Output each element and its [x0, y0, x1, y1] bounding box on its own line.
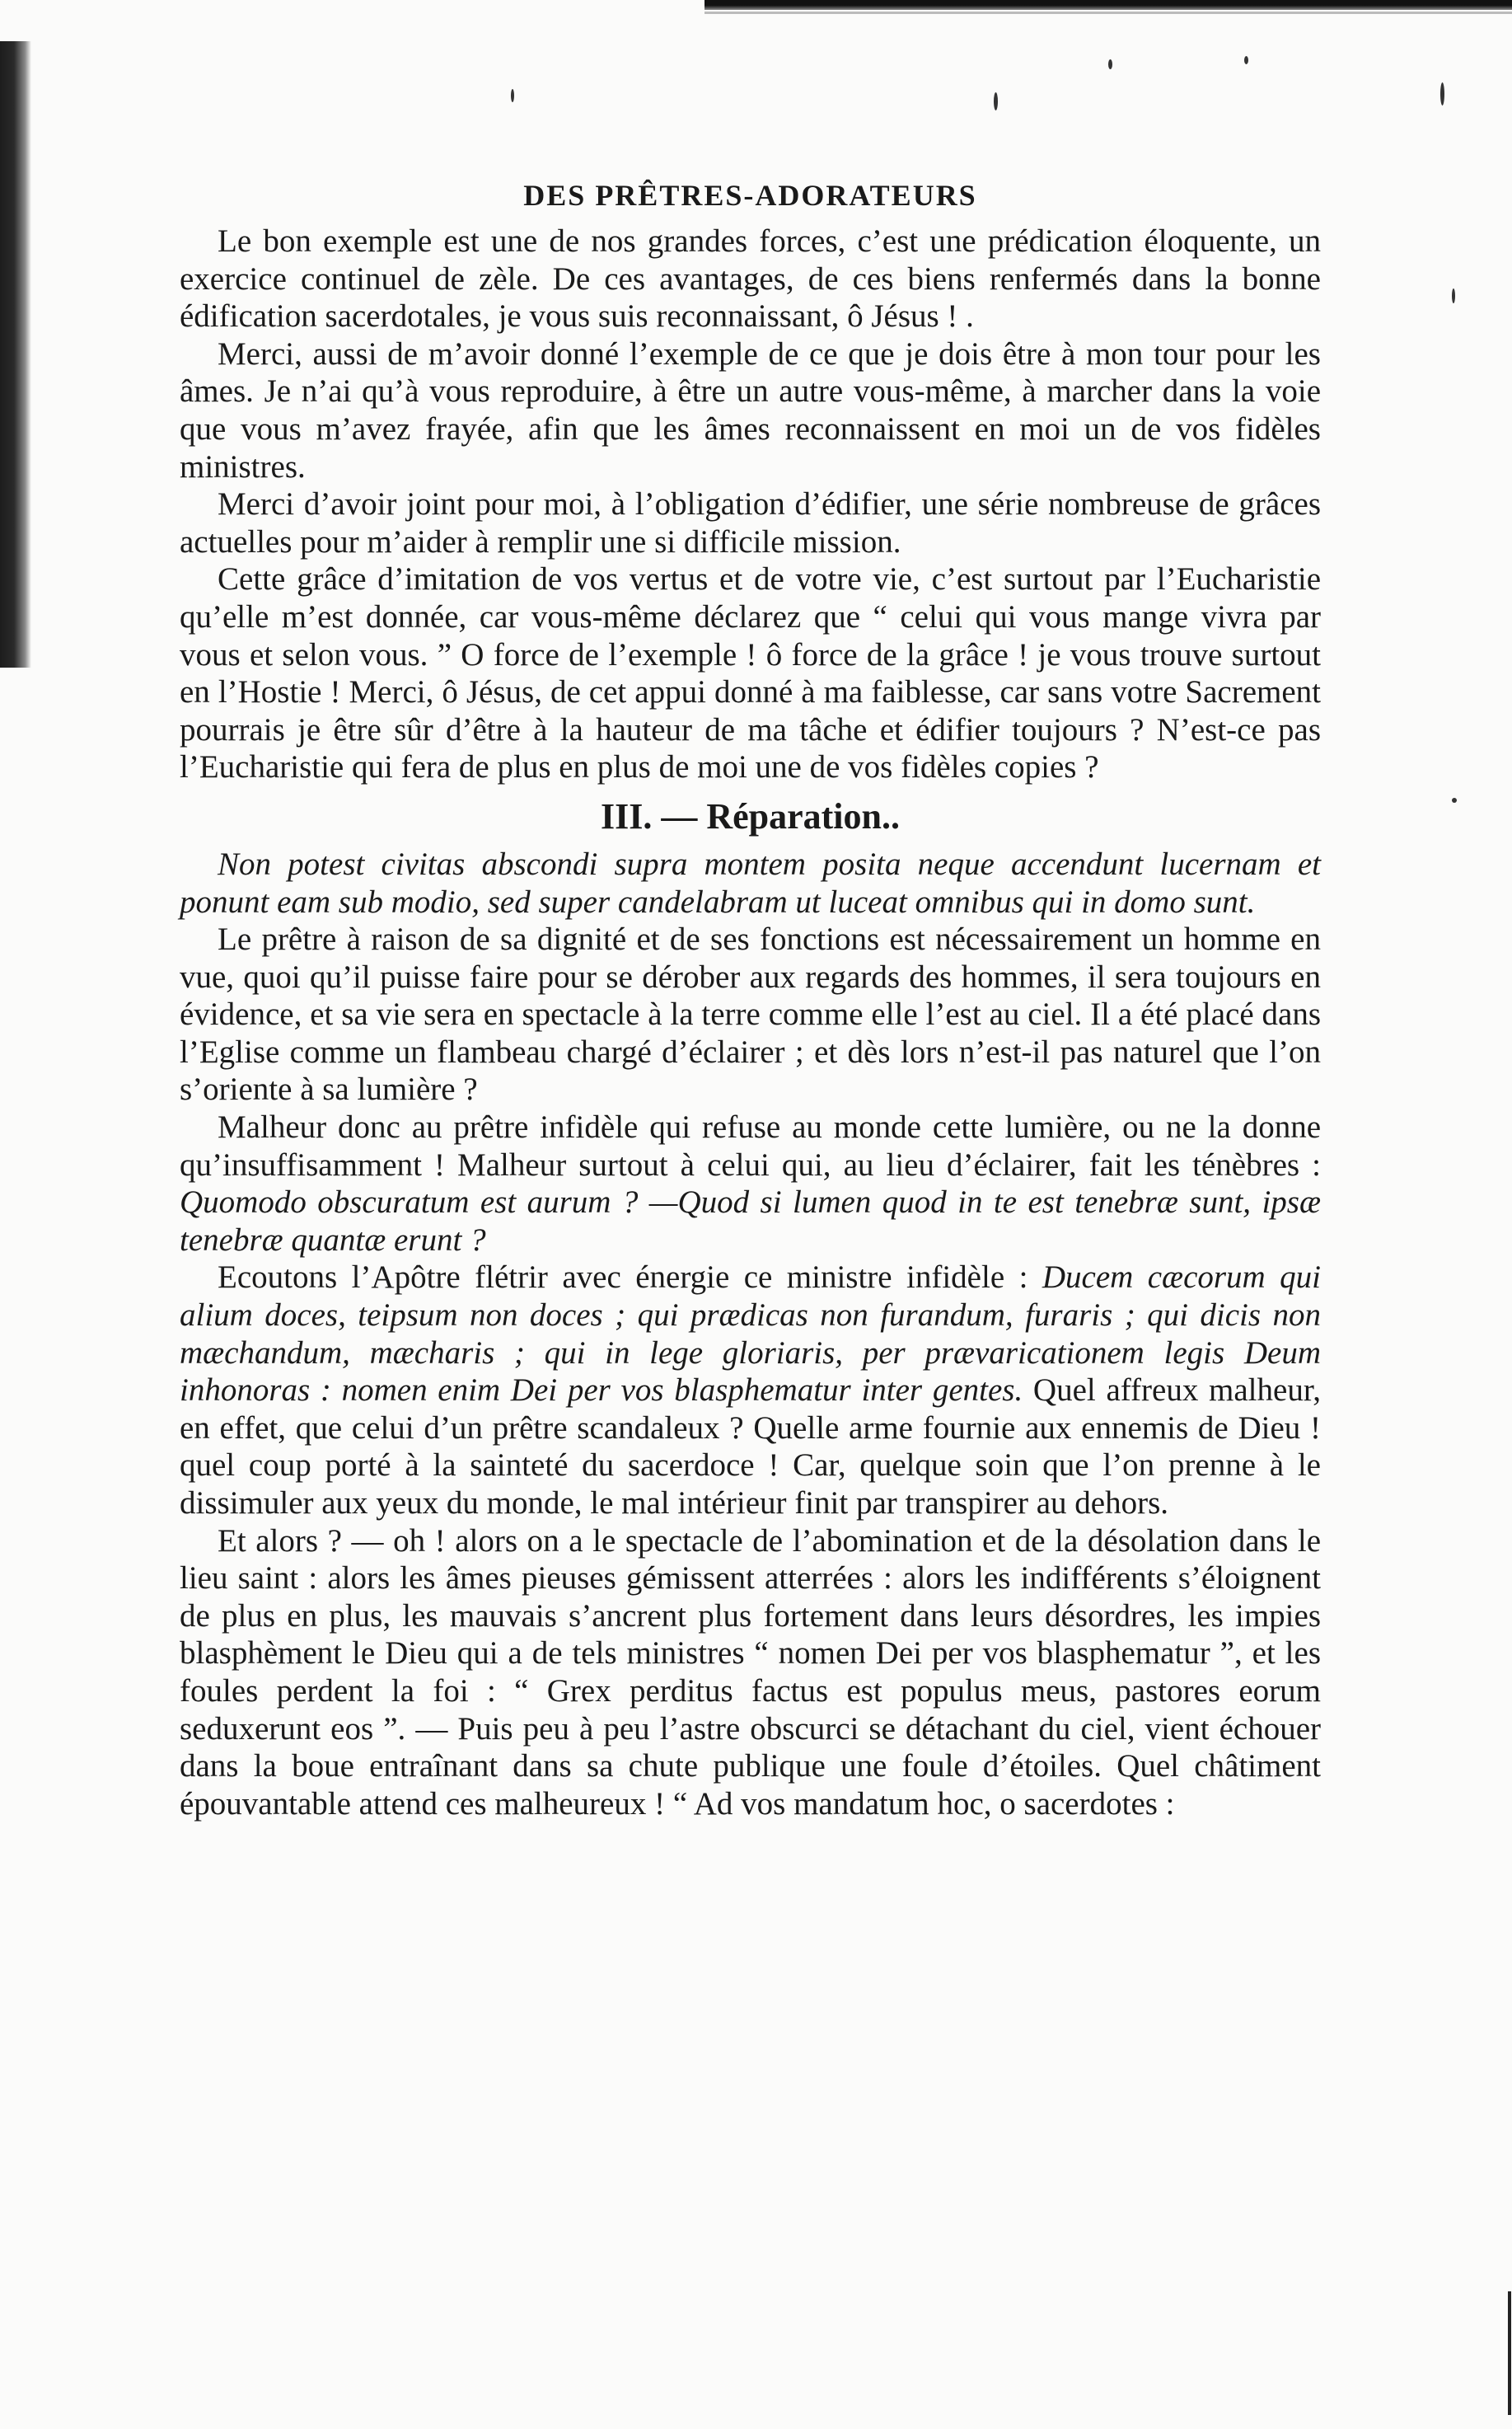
paragraph: Le bon exemple est une de nos grandes forces, c’est une prédication éloquente, un exercice continuel de zèle. De ces avantages, de ces biens renfermés dans la bonne édification sacerdotales, je vous suis reconnaissant, ô Jésus ! . [180, 223, 1321, 335]
scan-right-edge-mark [1508, 2291, 1511, 2415]
paragraph: Merci, aussi de m’avoir donné l’exemple de ce que je dois être à mon tour pour les âmes. Je n’ai qu’à vous reproduire, à être un autre vous-même, à marcher dans la voie que vous m’avez frayée, afin que les âmes reconnaissent en moi un de vos fidèles ministres. [180, 335, 1321, 485]
scan-top-border [705, 0, 1512, 10]
latin-quote: Quomodo obscuratum est aurum ? —Quod si lumen quod in te est tenebræ sunt, ipsæ tenebræ quantæ erunt ? [180, 1184, 1321, 1258]
section-heading: III. — Réparation.. [600, 795, 901, 837]
paragraph [180, 1109, 1321, 1259]
paragraph: Le prêtre à raison de sa dignité et de ses fonctions est nécessairement un homme en vue, quoi qu’il puisse faire pour se dérober aux regards des hommes, il sera toujours en évidence, et sa vie sera en spectacle à la terre comme elle l’est au ciel. Il a été placé dans l’Eglise comme un flambeau chargé d’éclairer ; et dès lors n’est-il pas naturel que l’on s’oriente à sa lumière ? [180, 921, 1321, 1108]
paragraph [180, 1259, 1321, 1522]
paragraph-text: Malheur donc au prêtre infidèle qui refuse au monde cette lumière, ou ne la donne qu’insuffisamment ! Malheur surtout à celui qui, au lieu d’éclairer, fait les ténèbres : [180, 1109, 1321, 1183]
scan-speck [1108, 59, 1112, 69]
paragraph-text: Quel affreux malheur, en effet, que celui d’un prêtre scandaleux ? Quelle arme fournie aux ennemis de Dieu ! quel coup porté à la sainteté du sacerdoce ! Car, quelque soin que l’on prenne à le dissimuler aux yeux du monde, le mal intérieur finit par transpirer au dehors. [180, 1372, 1322, 1521]
body-text [180, 223, 1321, 1822]
running-head: DES PRÊTRES-ADORATEURS [523, 179, 977, 212]
scan-speck [1244, 56, 1248, 64]
scan-speck [1452, 798, 1457, 803]
scan-speck [1452, 288, 1455, 303]
paragraph-text: Ecoutons l’Apôtre flétrir avec énergie ce ministre infidèle : [218, 1259, 1028, 1296]
scan-speck [1440, 82, 1444, 106]
scan-speck [994, 92, 998, 110]
document-page [180, 175, 1321, 1822]
paragraph: Merci d’avoir joint pour moi, à l’obligation d’édifier, une série nombreuse de grâces actuelles pour m’aider à remplir une si difficile mission. [180, 486, 1321, 560]
scan-left-edge-shadow [0, 41, 31, 668]
paragraph: Et alors ? — oh ! alors on a le spectacle de l’abomination et de la désolation dans le lieu saint : alors les âmes pieuses gémissent atterrées : alors les indifférents s’éloignent de plus en plus, les mauvais s’ancrent plus fortement dans leurs désordres, les impies blasphèment le Dieu qui a de tels ministres “ nomen Dei per vos blasphematur ”, et les foules perdent la foi : “ Grex perditus factus est populus meus, pastores eorum seduxerunt eos ”. — Puis peu à peu l’astre obscurci se détachant du ciel, vient échouer dans la boue entraînant dans sa chute publique une foule d’étoiles. Quel châtiment épouvantable attend ces malheureux ! “ Ad vos mandatum hoc, o sacerdotes : [180, 1522, 1321, 1822]
paragraph: Cette grâce d’imitation de vos vertus et de votre vie, c’est surtout par l’Eucharistie qu’elle m’est donnée, car vous-même déclarez que “ celui qui vous mange vivra par vous et selon vous. ” O force de l’exemple ! ô force de la grâce ! je vous trouve surtout en l’Hostie ! Merci, ô Jésus, de cet appui donné à ma faiblesse, car sans votre Sacrement pourrais je être sûr d’être à la hauteur de ma tâche et édifier toujours ? N’est-ce pas l’Eucharistie qui fera de plus en plus de moi une de vos fidèles copies ? [180, 561, 1321, 785]
scan-speck [511, 89, 514, 102]
scan-top-border-shadow [705, 12, 1512, 14]
epigraph: Non potest civitas abscondi supra montem posita neque accendunt lucernam et ponunt eam sub modio, sed super candelabram ut luceat omnibus qui in domo sunt. [180, 846, 1321, 920]
latin-quote: Ducem cæcorum qui alium doces, teipsum non doces ; qui prædicas non furandum, furaris ; qui dicis non mæchandum, mæcharis ; qui in lege gloriaris, per prævaricationem legis Deum inhonoras : nomen enim Dei per vos blasphematur inter gentes. [180, 1259, 1321, 1409]
